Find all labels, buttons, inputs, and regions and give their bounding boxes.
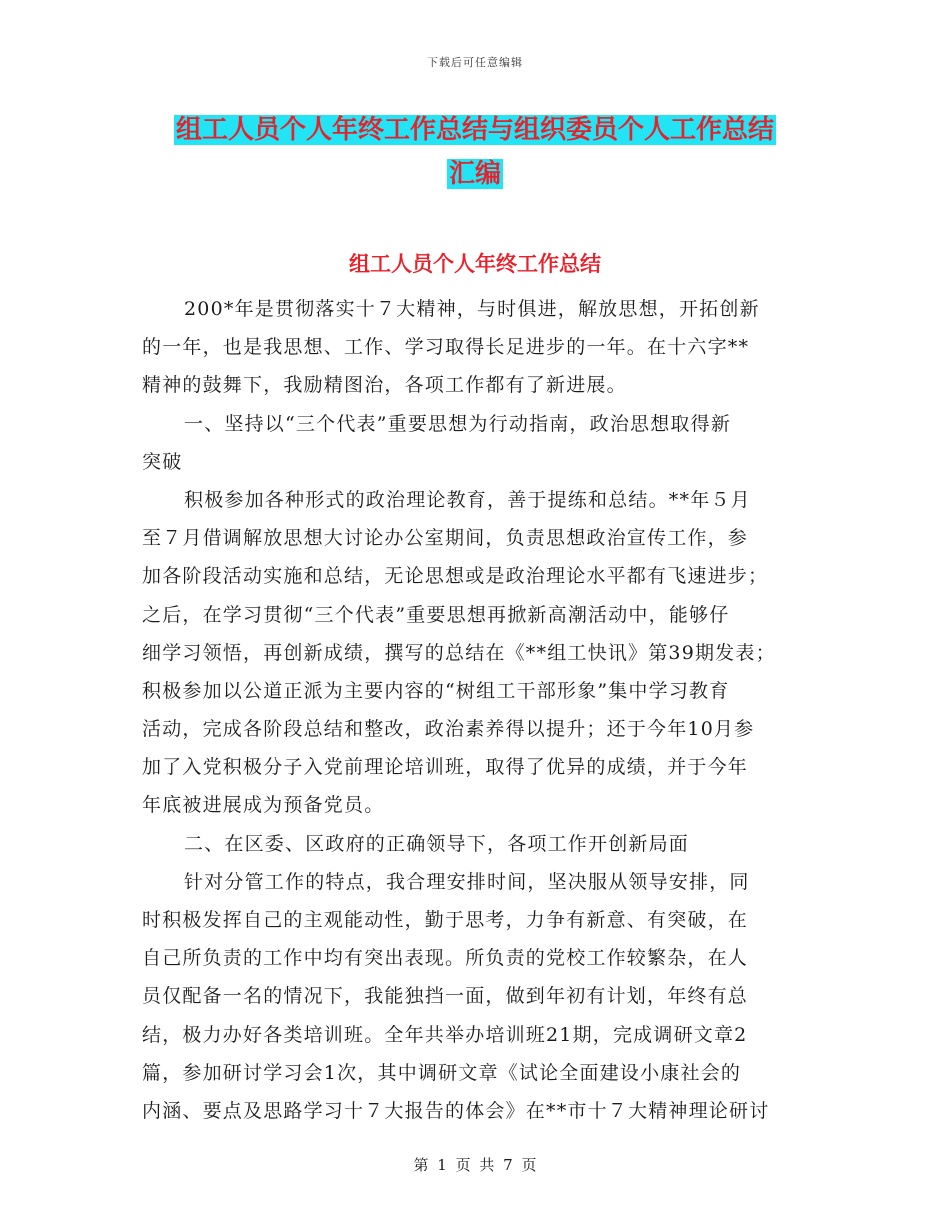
document-title-text-1: 组工人员个人年终工作总结与组织委员个人工作总结 — [175, 115, 774, 145]
text-line: 之后，在学习贯彻“三个代表”重要思想再掀新高潮活动中，能够仔 — [142, 603, 730, 626]
text-line: 员仅配备一名的情况下，我能独挡一面，做到年初有计划，年终有总 — [142, 985, 749, 1008]
text-line: 精神的鼓舞下，我励精图治，各项工作都有了新进展。 — [142, 374, 627, 397]
document-title-text-2: 汇编 — [448, 159, 501, 189]
text-line: 二、在区委、区政府的正确领导下，各项工作开创新局面 — [184, 832, 690, 855]
text-line: 细学习领悟，再创新成绩，撰写的总结在《**组工快讯》第39期发表； — [142, 641, 776, 664]
text-line: 针对分管工作的特点，我合理安排时间，坚决服从领导安排，同 — [184, 870, 750, 893]
text-line: 一、坚持以“三个代表”重要思想为行动指南，政治思想取得新 — [184, 412, 732, 435]
header-note: 下载后可任意编辑 — [427, 56, 523, 69]
section-title: 组工人员个人年终工作总结 — [349, 252, 601, 276]
text-line: 内涵、要点及思路学习十７大报告的体会》在**市十７大精神理论研讨 — [142, 1099, 770, 1122]
text-line: 积极参加以公道正派为主要内容的“树组工干部形象”集中学习教育 — [142, 679, 730, 702]
text-line: 至７月借调解放思想大讨论办公室期间，负责思想政治宣传工作，参 — [142, 527, 749, 550]
text-line: 突破 — [142, 450, 183, 473]
text-line: 时积极发挥自己的主观能动性，勤于思考，力争有新意、有突破，在 — [142, 909, 749, 931]
text-line: 自己所负责的工作中均有突出表现。所负责的党校工作较繁杂，在人 — [142, 947, 749, 970]
text-line: 200*年是贯彻落实十７大精神，与时俱进，解放思想，开拓创新 — [184, 298, 760, 320]
body-text — [142, 290, 808, 1130]
text-line: 结，极力办好各类培训班。全年共举办培训班21期，完成调研文章2 — [142, 1023, 748, 1046]
document-title-line-2 — [0, 156, 950, 192]
page-footer: 第 1 页 共 7 页 — [413, 1156, 537, 1174]
document-title-line-1 — [0, 112, 950, 148]
text-line: 活动，完成各阶段总结和整改，政治素养得以提升；还于今年10月参 — [142, 718, 755, 741]
text-line: 的一年，也是我思想、工作、学习取得长足进步的一年。在十六字** — [142, 336, 750, 359]
text-line: 加了入党积极分子入党前理论培训班，取得了优异的成绩，并于今年 — [142, 756, 749, 779]
text-line: 篇，参加研讨学习会1次，其中调研文章《试论全面建设小康社会的 — [142, 1061, 742, 1084]
text-line: 年底被进展成为预备党员。 — [142, 794, 385, 817]
text-line: 积极参加各种形式的政治理论教育，善于提练和总结。**年５月 — [184, 488, 751, 511]
text-line: 加各阶段活动实施和总结，无论思想或是政治理论水平都有飞速进步； — [142, 565, 769, 588]
